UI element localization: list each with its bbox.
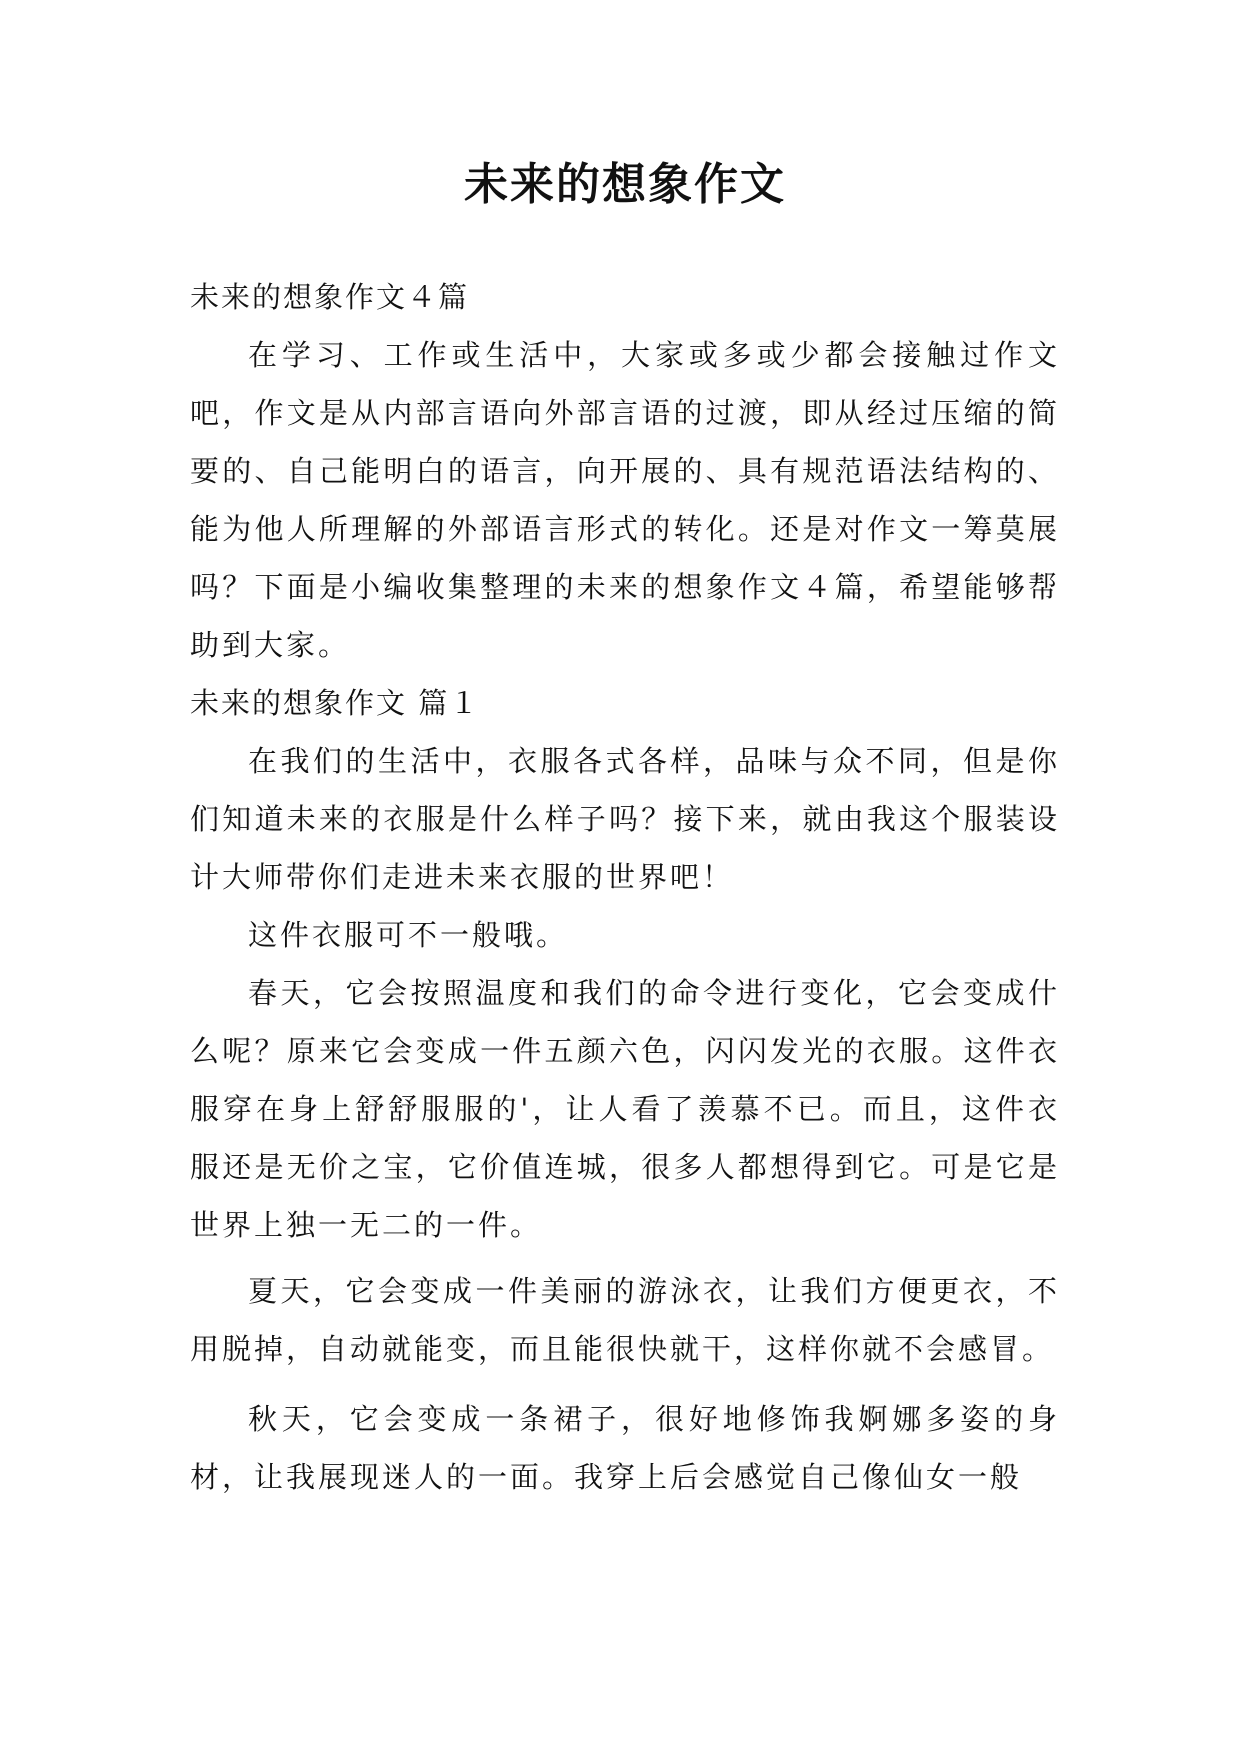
body-paragraph: 秋天，它会变成一条裙子，很好地修饰我婀娜多姿的身材，让我展现迷人的一面。我穿上后会感觉自己像仙女一般	[190, 1402, 1060, 1494]
body-paragraph: 夏天，它会变成一件美丽的游泳衣，让我们方便更衣，不用脱掉，自动就能变，而且能很快就干，这样你就不会感冒。	[190, 1274, 1060, 1366]
body-paragraph: 这件衣服可不一般哦。	[248, 918, 569, 952]
intro-paragraph: 在学习、工作或生活中，大家或多或少都会接触过作文吧，作文是从内部言语向外部言语的过渡，即从经过压缩的简要的、自己能明白的语言，向开展的、具有规范语法结构的、能为他人所理解的外部语言形式的转化。还是对作文一筹莫展吗？下面是小编收集整理的未来的想象作文４篇，希望能够帮助到大家。	[190, 338, 1060, 662]
section-heading: 未来的想象作文 篇１	[190, 686, 481, 720]
body-paragraph: 春天，它会按照温度和我们的命令进行变化，它会变成什么呢？原来它会变成一件五颜六色，闪闪发光的衣服。这件衣服穿在身上舒舒服服的'，让人看了羡慕不已。而且，这件衣服还是无价之宝，它价值连城，很多人都想得到它。可是它是世界上独一无二的一件。	[190, 976, 1060, 1242]
body-paragraph: 在我们的生活中，衣服各式各样，品味与众不同，但是你们知道未来的衣服是什么样子吗？接下来，就由我这个服装设计大师带你们走进未来衣服的世界吧！	[190, 744, 1060, 894]
document-title: 未来的想象作文	[464, 159, 786, 210]
document-page	[190, 140, 1060, 1506]
document-subtitle: 未来的想象作文４篇	[190, 280, 470, 314]
